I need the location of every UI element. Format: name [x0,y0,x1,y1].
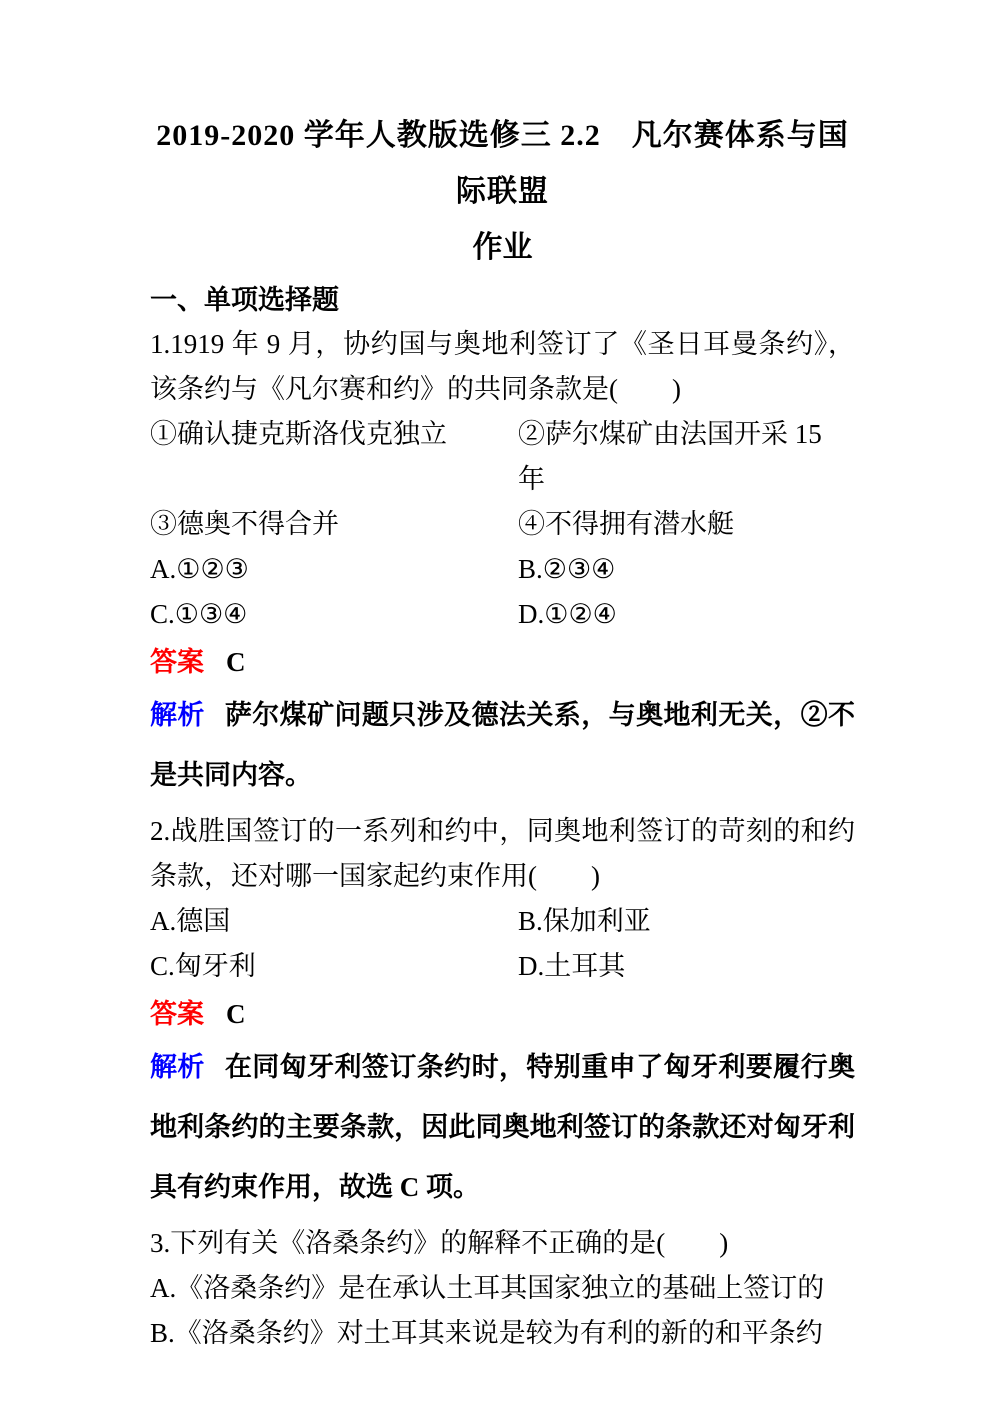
question-3-option-b: B.《洛桑条约》对土耳其来说是较为有利的新的和平条约 [150,1318,823,1348]
question-2-option-d: D.土耳其 [518,951,626,981]
numbered-item-2: ②萨尔煤矿由法国开采 15 年 [518,419,822,494]
question-1-answer-row [150,640,855,685]
question-2-option-b: B.保加利亚 [518,906,651,936]
question-2-answer-row [150,992,855,1037]
question-1-option-row-2 [150,592,855,637]
question-3-option-a: A.《洛桑条约》是在承认土耳其国家独立的基础上签订的 [150,1273,825,1303]
question-2-option-c: C.匈牙利 [150,951,256,981]
question-1 [150,322,855,805]
analysis-label: 解析 [150,1052,205,1082]
question-2 [150,809,855,1217]
question-1-analysis [150,685,855,805]
question-2-option-row-1 [150,899,855,944]
question-1-option-d: D.①②④ [518,599,617,629]
question-2-option-row-2 [150,944,855,989]
question-1-analysis-text: 萨尔煤矿问题只涉及德法关系，与奥地利无关，②不是共同内容。 [150,700,856,790]
question-1-option-a: A.①②③ [150,554,249,584]
page-subtitle: 作业 [472,231,533,264]
question-1-answer-value: C [226,647,246,677]
question-1-numbered-row-1 [150,412,855,502]
question-1-stem: 1.1919 年 9 月，协约国与奥地利签订了《圣日耳曼条约》，该条约与《凡尔赛和约》的共同条款是( ) [150,329,855,404]
question-1-option-row-1 [150,547,855,592]
numbered-item-3: ③德奥不得合并 [150,509,339,539]
numbered-item-1: ①确认捷克斯洛伐克独立 [150,419,447,449]
question-3 [150,1221,855,1356]
question-2-analysis [150,1037,855,1217]
question-1-numbered-row-2 [150,502,855,547]
analysis-label: 解析 [150,700,205,730]
question-2-answer-value: C [226,999,246,1029]
question-2-stem: 2.战胜国签订的一系列和约中，同奥地利签订的苛刻的和约条款，还对哪一国家起约束作用( ) [150,816,855,891]
answer-label: 答案 [150,999,204,1029]
section-heading: 一、单项选择题 [150,285,339,315]
question-2-option-a: A.德国 [150,906,231,936]
question-1-option-b: B.②③④ [518,554,616,584]
question-3-stem: 3.下列有关《洛桑条约》的解释不正确的是( ) [150,1228,729,1258]
answer-label: 答案 [150,647,204,677]
question-2-analysis-text: 在同匈牙利签订条约时，特别重申了匈牙利要履行奥地利条约的主要条款，因此同奥地利签订的条款还对匈牙利具有约束作用，故选 C 项。 [150,1052,856,1202]
page-title: 2019-2020 学年人教版选修三 2.2 凡尔赛体系与国际联盟 [156,119,849,208]
numbered-item-4: ④不得拥有潜水艇 [518,509,734,539]
question-1-option-c: C.①③④ [150,599,248,629]
